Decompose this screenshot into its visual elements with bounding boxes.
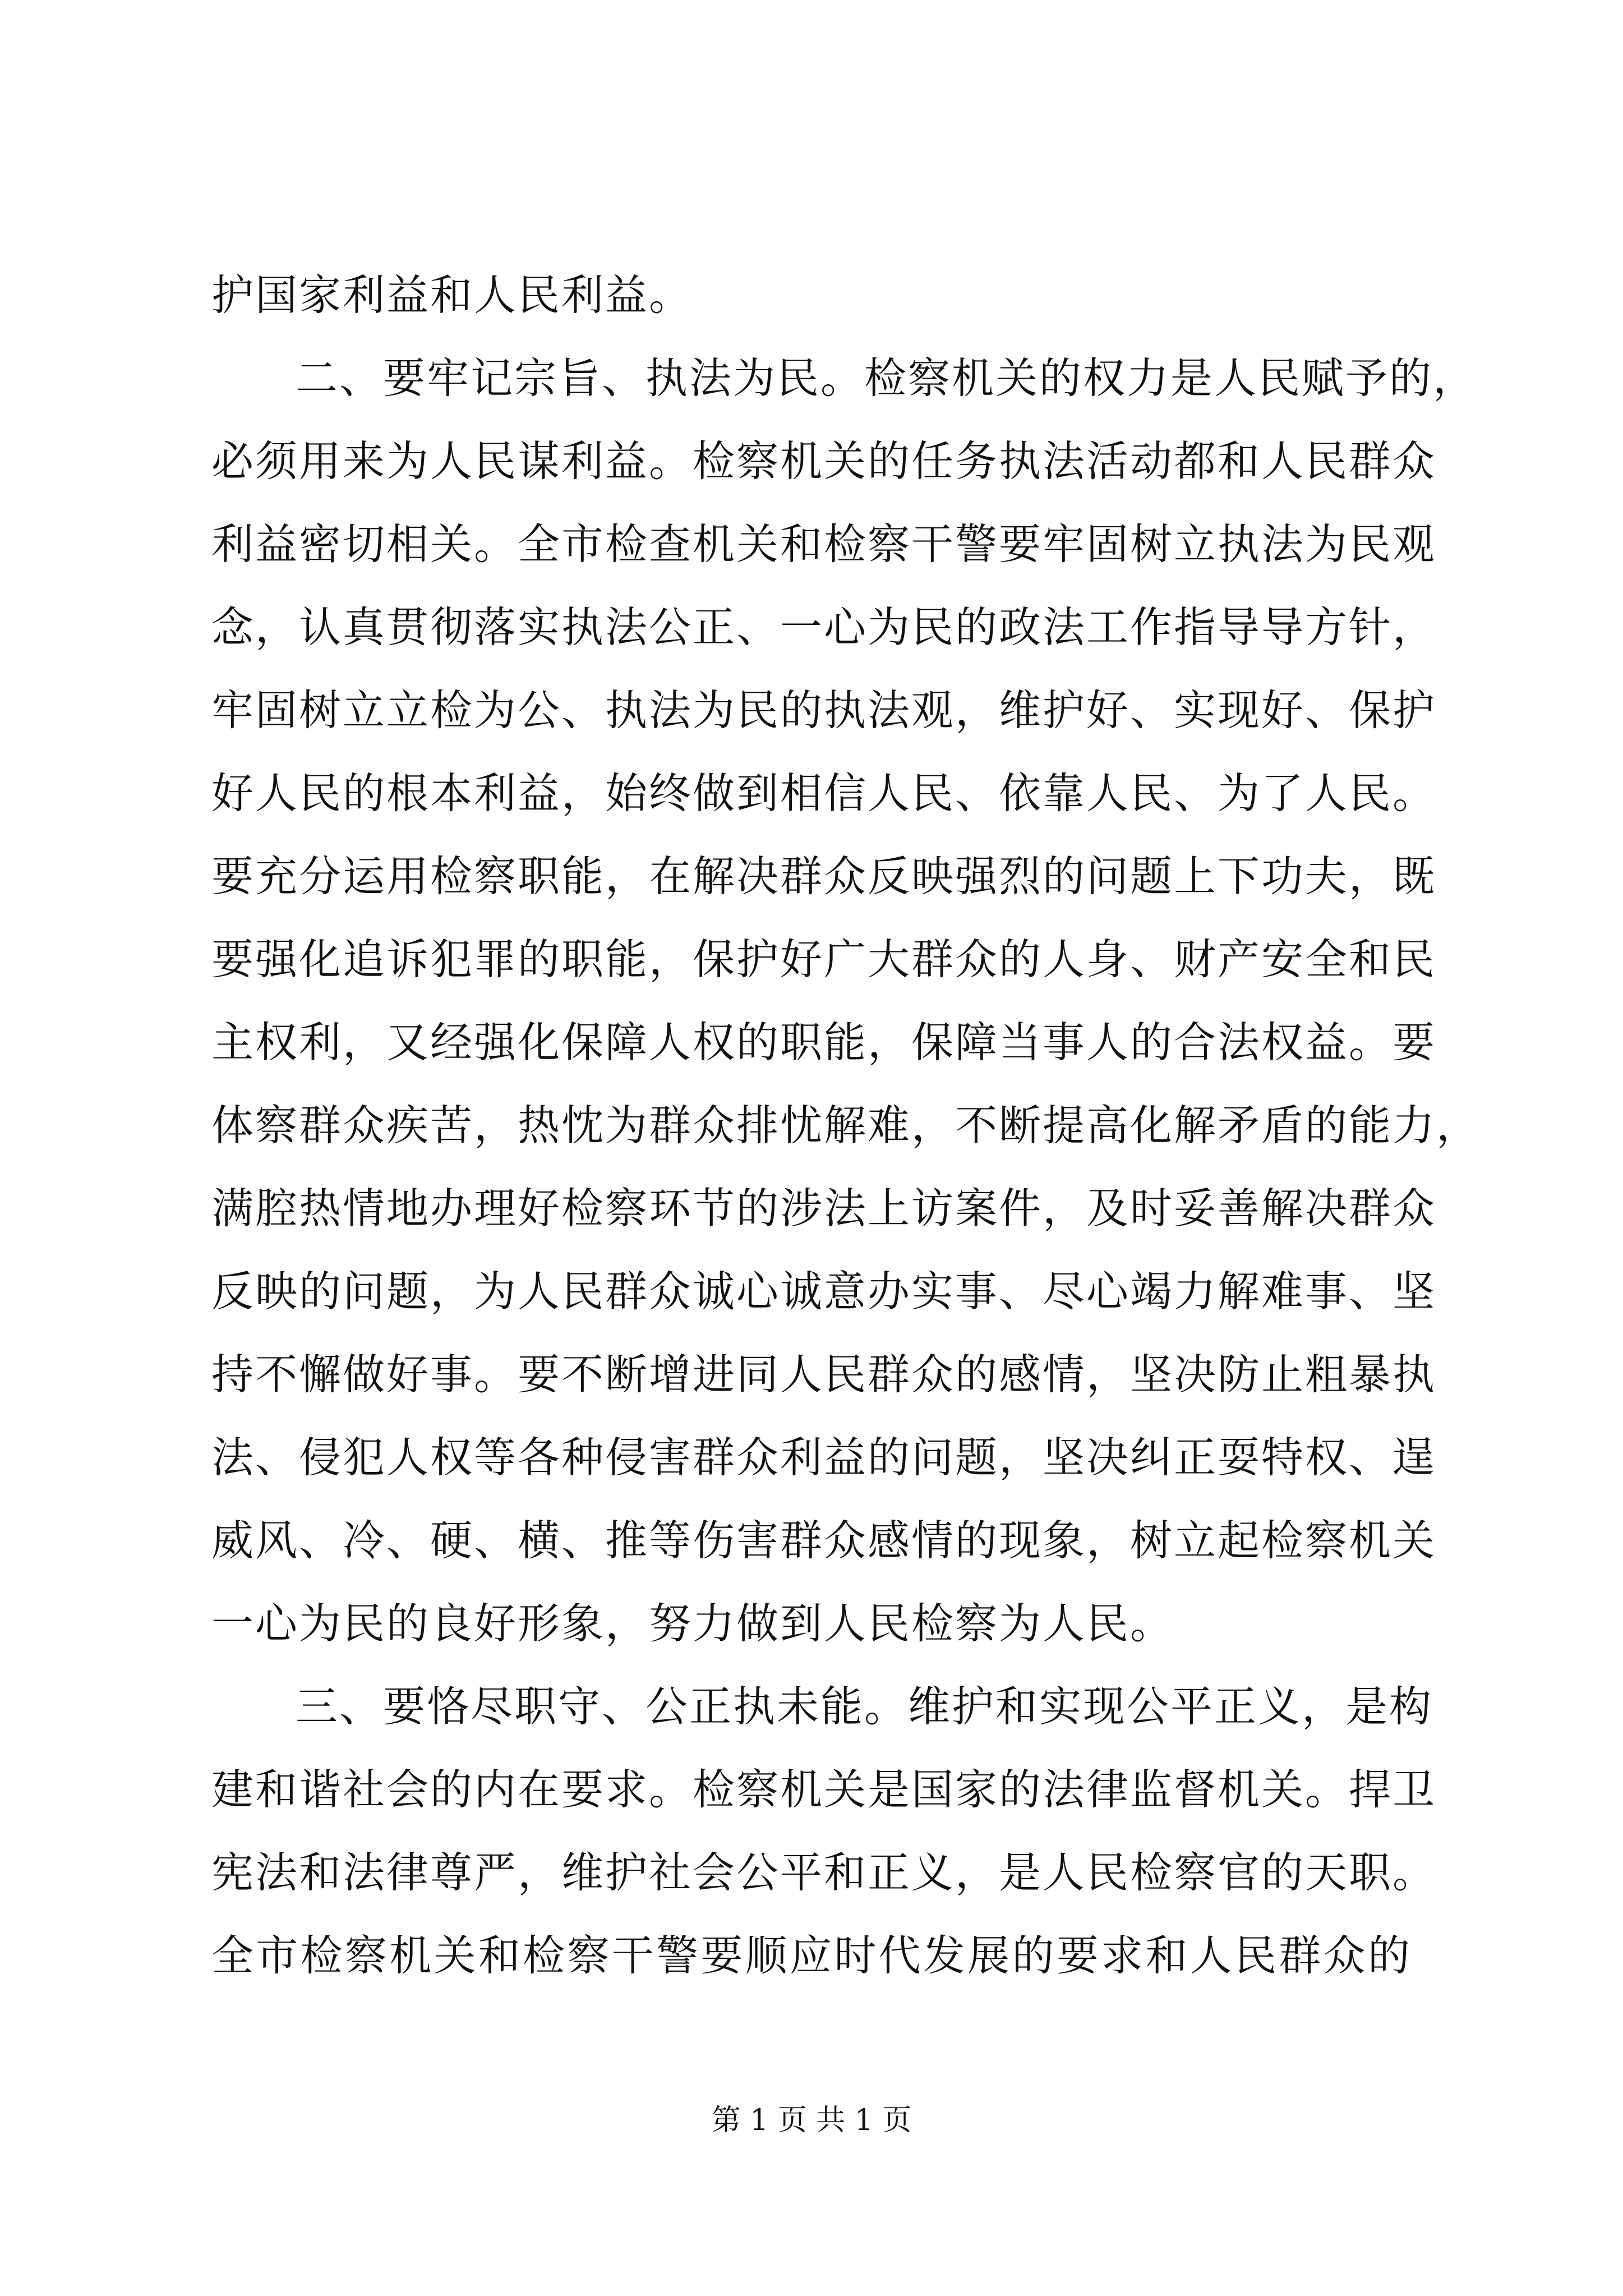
text-line: 宪法和法律尊严，维护社会公平和正义，是人民检察官的天职。 [211,1848,1437,1897]
page-footer: 第 1 页 共 1 页 [711,2104,912,2137]
text-line: 念，认真贯彻落实执法公正、一心为民的政法工作指导导方针， [211,602,1437,652]
text-line: 主权利，又经强化保障人权的职能，保障当事人的合法权益。要 [211,1018,1437,1067]
text-line: 建和谐社会的内在要求。检察机关是国家的法律监督机关。捍卫 [211,1765,1437,1814]
text-line: 威风、冷、硬、横、推等伤害群众感情的现象，树立起检察机关 [211,1516,1437,1565]
text-line: 满腔热情地办理好检察环节的涉法上访案件，及时妥善解决群众 [211,1184,1437,1233]
text-line: 一心为民的良好形象，努力做到人民检察为人民。 [211,1599,1174,1648]
text-line: 反映的问题，为人民群众诚心诚意办实事、尽心竭力解难事、坚 [211,1267,1437,1316]
text-line: 要充分运用检察职能，在解决群众反映强烈的问题上下功夫，既 [211,852,1437,901]
text-line: 护国家利益和人民利益。 [211,270,693,320]
text-line: 利益密切相关。全市检查机关和检察干警要牢固树立执法为民观 [211,519,1437,569]
text-line: 必须用来为人民谋利益。检察机关的任务执法活动都和人民群众 [211,436,1437,486]
body-text [211,254,1481,1997]
text-line: 三、要恪尽职守、公正执未能。维护和实现公平正义，是构 [296,1682,1433,1731]
text-line: 全市检察机关和检察干警要顺应时代发展的要求和人民群众的 [211,1931,1412,1980]
text-line: 法、侵犯人权等各种侵害群众利益的问题，坚决纠正耍特权、逞 [211,1433,1437,1482]
text-line: 好人民的根本利益，始终做到相信人民、依靠人民、为了人民。 [211,769,1437,818]
text-line: 要强化追诉犯罪的职能，保护好广大群众的人身、财产安全和民 [211,935,1437,984]
text-line: 体察群众疾苦，热忱为群众排忧解难，不断提高化解矛盾的能力， [211,1101,1481,1150]
text-line: 持不懈做好事。要不断增进同人民群众的感情，坚决防止粗暴执 [211,1350,1437,1399]
text-line: 牢固树立立检为公、执法为民的执法观，维护好、实现好、保护 [211,685,1437,735]
text-line: 二、要牢记宗旨、执法为民。检察机关的权力是人民赋予的， [296,353,1477,403]
